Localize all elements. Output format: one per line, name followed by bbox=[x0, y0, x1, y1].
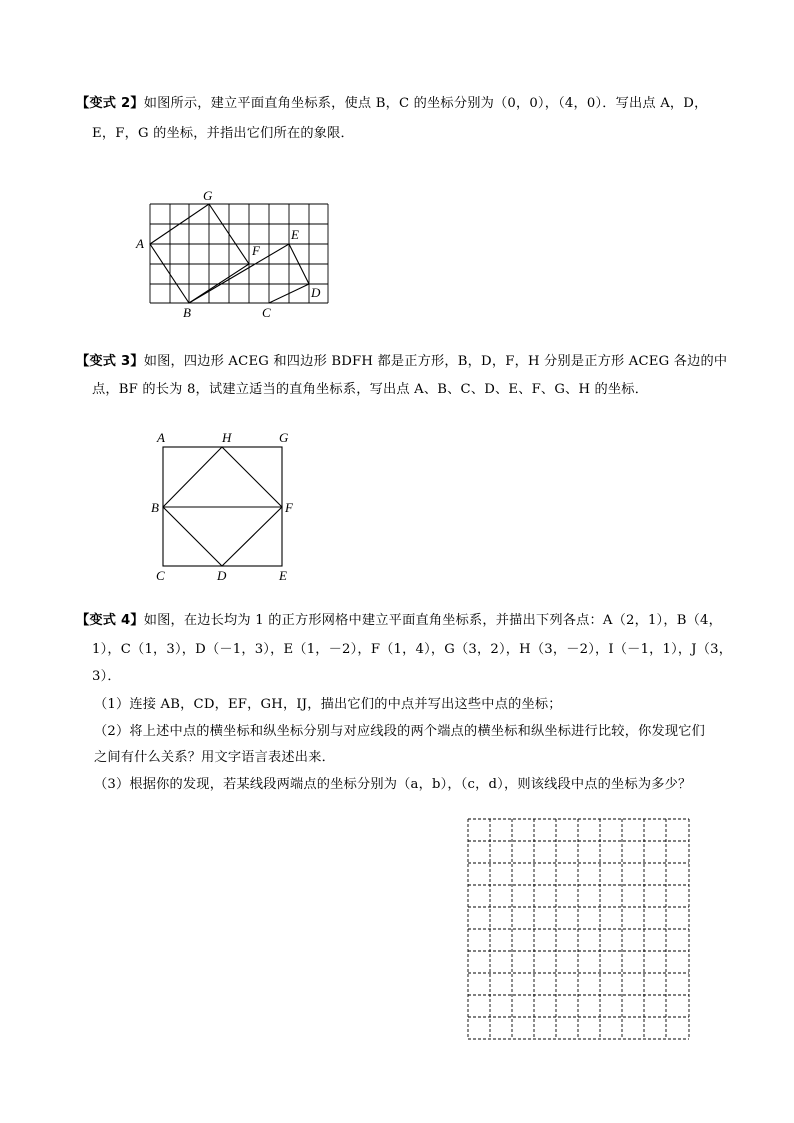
v3-figure bbox=[145, 428, 305, 588]
v3-label-c: C bbox=[156, 568, 165, 583]
v2-label-a: A bbox=[136, 236, 144, 251]
v2-label-g: G bbox=[203, 188, 213, 203]
v2-label-b: B bbox=[183, 305, 191, 320]
v4-question-2b: 之间有什么关系？用文字语言表述出来． bbox=[94, 750, 335, 765]
v3-shape bbox=[163, 447, 282, 566]
v4-line-3: 3）． bbox=[92, 669, 121, 684]
v4-text-1: 如图，在边长均为 1 的正方形网格中建立平面直角坐标系，并描出下列各点：A（2，1），B（4， bbox=[143, 613, 722, 628]
v3-line-1 bbox=[76, 352, 727, 372]
v4-dashed-grid bbox=[466, 817, 692, 1043]
v3-label-f: F bbox=[285, 500, 293, 515]
v2-label-f: F bbox=[252, 243, 260, 258]
v3-label-b: B bbox=[151, 500, 159, 515]
v2-label-e: E bbox=[291, 227, 299, 242]
v2-text-1: 如图所示，建立平面直角坐标系，使点 B，C 的坐标分别为（0，0），（4，0）．写出点 A，D， bbox=[143, 96, 708, 111]
v3-tag: 【变式 3】 bbox=[76, 354, 144, 369]
v2-shape bbox=[150, 204, 309, 303]
v4-line-2: 1），C（1，3），D（－1，3），E（1，－2），F（1，4），G（3，2），H（3，－2），I（－1，1），J（3， bbox=[92, 642, 733, 657]
v2-tag: 【变式 2】 bbox=[76, 96, 144, 111]
v3-line-2: 点，BF 的长为 8，试建立适当的直角坐标系，写出点 A、B、C、D、E、F、G、H 的坐标． bbox=[92, 382, 649, 397]
v2-figure bbox=[130, 182, 340, 322]
v4-question-1: （1）连接 AB，CD，EF，GH，IJ，描出它们的中点并写出这些中点的坐标； bbox=[94, 697, 562, 712]
v3-label-g: G bbox=[279, 430, 289, 445]
v2-label-d: D bbox=[311, 285, 321, 300]
v2-line-1 bbox=[76, 94, 707, 114]
v3-label-h: H bbox=[222, 430, 232, 445]
v3-label-d: D bbox=[217, 568, 227, 583]
v3-label-a: A bbox=[157, 430, 165, 445]
v4-question-3: （3）根据你的发现，若某线段两端点的坐标分别为（a，b），（c，d），则该线段中点的坐标为多少？ bbox=[94, 777, 692, 792]
v2-line-2: E，F，G 的坐标，并指出它们所在的象限． bbox=[92, 126, 354, 141]
v4-tag: 【变式 4】 bbox=[76, 613, 144, 628]
v3-label-e: E bbox=[279, 568, 287, 583]
v4-question-2a: （2）将上述中点的横坐标和纵坐标分别与对应线段的两个端点的横坐标和纵坐标进行比较，你发现它们 bbox=[94, 724, 706, 739]
v2-label-c: C bbox=[262, 305, 271, 320]
v4-line-1 bbox=[76, 611, 722, 631]
v3-text-1: 如图，四边形 ACEG 和四边形 BDFH 都是正方形，B，D，F，H 分别是正方形 ACEG 各边的中 bbox=[143, 354, 728, 369]
